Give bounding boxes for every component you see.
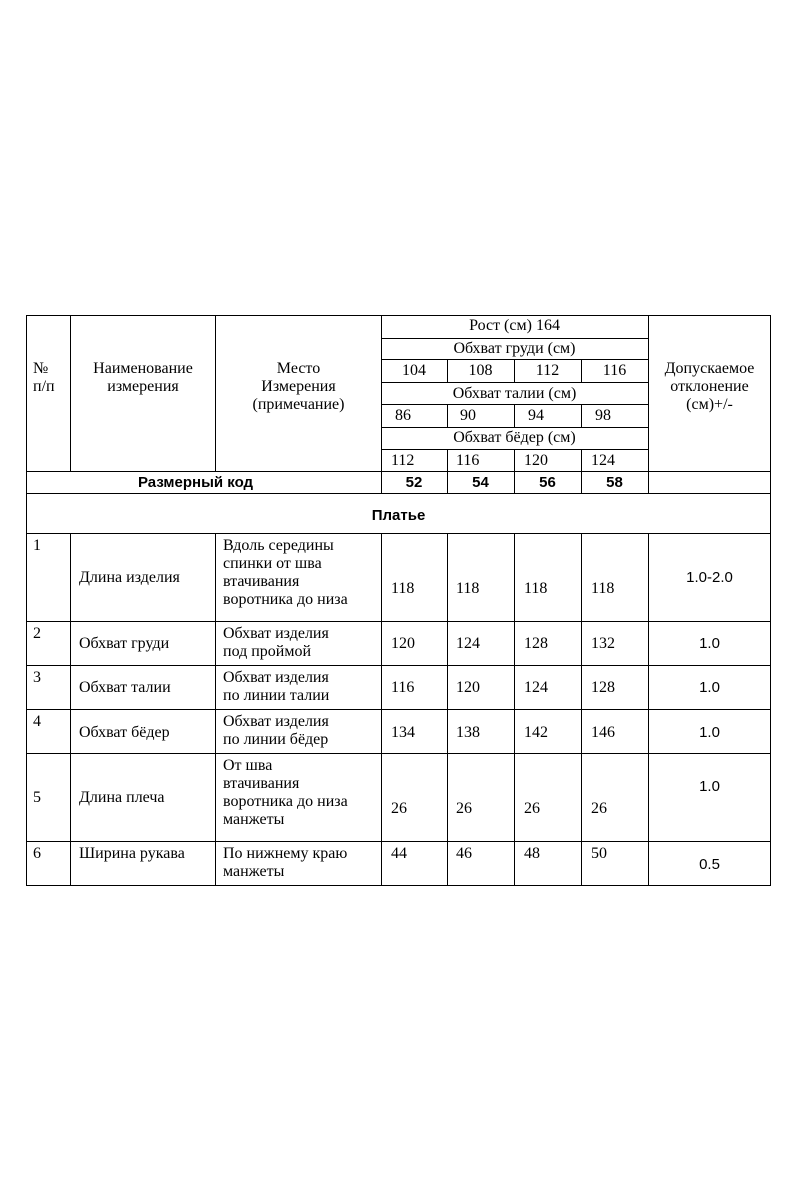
grid-line bbox=[381, 338, 649, 339]
grid-line bbox=[215, 533, 216, 886]
grid-line bbox=[447, 533, 448, 886]
row-value: 26 bbox=[456, 800, 472, 817]
row-name: Длина изделия bbox=[79, 569, 180, 586]
grid-line bbox=[381, 533, 382, 886]
row-name: Длина плеча bbox=[79, 789, 165, 806]
table-border-left bbox=[26, 315, 27, 886]
header-place-label: Место Измерения (примечание) bbox=[252, 360, 345, 413]
grid-line bbox=[514, 533, 515, 886]
grid-line bbox=[581, 404, 582, 428]
row-value: 116 bbox=[391, 679, 415, 696]
row-value: 138 bbox=[456, 724, 480, 741]
hips-value: 116 bbox=[456, 452, 480, 469]
waist-value: 94 bbox=[528, 407, 544, 424]
row-value: 128 bbox=[524, 635, 548, 652]
table-border-top bbox=[26, 315, 771, 316]
grid-line bbox=[26, 709, 771, 710]
grid-line bbox=[26, 621, 771, 622]
row-tolerance: 1.0 bbox=[699, 635, 720, 652]
grid-line bbox=[26, 841, 771, 842]
size-code-value: 58 bbox=[606, 474, 623, 491]
chest-value: 104 bbox=[402, 362, 426, 379]
grid-line bbox=[381, 427, 649, 428]
chest-value: 112 bbox=[535, 362, 560, 379]
row-value: 120 bbox=[456, 679, 480, 696]
row-value: 26 bbox=[524, 800, 540, 817]
section-title: Платье bbox=[371, 507, 426, 524]
grid-line bbox=[26, 471, 771, 472]
row-value: 120 bbox=[391, 635, 415, 652]
header-waist-label: Обхват талии (см) bbox=[452, 385, 577, 402]
grid-line bbox=[215, 315, 216, 472]
chest-value: 108 bbox=[468, 362, 493, 379]
grid-line bbox=[26, 533, 771, 534]
header-chest-label: Обхват груди (см) bbox=[453, 340, 576, 357]
grid-line bbox=[381, 359, 649, 360]
waist-value: 90 bbox=[460, 407, 476, 424]
row-tolerance: 1.0 bbox=[699, 778, 720, 795]
header-name-label: Наименование измерения bbox=[93, 360, 193, 395]
row-value: 46 bbox=[456, 845, 472, 862]
row-value: 128 bbox=[591, 679, 615, 696]
hips-value: 120 bbox=[524, 452, 548, 469]
row-value: 124 bbox=[456, 635, 480, 652]
row-place: Обхват изделия по линии бёдер bbox=[223, 713, 329, 748]
table-border-right bbox=[770, 315, 771, 886]
row-value: 134 bbox=[391, 724, 415, 741]
header-hips-label: Обхват бёдер (см) bbox=[453, 429, 576, 446]
grid-line bbox=[381, 449, 649, 450]
grid-line bbox=[26, 665, 771, 666]
grid-line bbox=[381, 404, 649, 405]
row-number: 4 bbox=[33, 713, 41, 730]
row-value: 142 bbox=[524, 724, 548, 741]
row-value: 26 bbox=[391, 800, 407, 817]
row-value: 118 bbox=[524, 580, 548, 597]
row-tolerance: 1.0 bbox=[699, 724, 720, 741]
header-num-label: № п/п bbox=[33, 360, 55, 395]
size-code-value: 54 bbox=[472, 474, 489, 491]
row-name: Обхват груди bbox=[79, 635, 170, 652]
size-code-value: 56 bbox=[539, 474, 556, 491]
row-place: От шва втачивания воротника до низа манжеты bbox=[223, 757, 348, 828]
row-number: 2 bbox=[33, 625, 41, 642]
waist-value: 86 bbox=[395, 407, 411, 424]
row-value: 118 bbox=[591, 580, 615, 597]
row-number: 6 bbox=[33, 845, 41, 862]
size-code-label: Размерный код bbox=[138, 474, 254, 491]
hips-value: 124 bbox=[591, 452, 615, 469]
row-number: 5 bbox=[33, 789, 41, 806]
grid-line bbox=[581, 533, 582, 886]
row-place: По нижнему краю манжеты bbox=[223, 845, 348, 880]
hips-value: 112 bbox=[391, 452, 415, 469]
grid-line bbox=[26, 753, 771, 754]
row-place: Обхват изделия под проймой bbox=[223, 625, 329, 660]
row-place: Обхват изделия по линии талии bbox=[223, 669, 330, 704]
row-name: Обхват бёдер bbox=[79, 724, 170, 741]
row-value: 50 bbox=[591, 845, 607, 862]
row-name: Обхват талии bbox=[79, 679, 171, 696]
waist-value: 98 bbox=[595, 407, 611, 424]
row-value: 26 bbox=[591, 800, 607, 817]
row-value: 132 bbox=[591, 635, 615, 652]
row-tolerance: 0.5 bbox=[699, 856, 720, 873]
row-number: 3 bbox=[33, 669, 41, 686]
grid-line bbox=[70, 533, 71, 886]
row-value: 118 bbox=[456, 580, 480, 597]
row-tolerance: 1.0-2.0 bbox=[686, 569, 733, 586]
row-value: 146 bbox=[591, 724, 615, 741]
row-tolerance: 1.0 bbox=[699, 679, 720, 696]
row-value: 44 bbox=[391, 845, 407, 862]
grid-line bbox=[381, 382, 649, 383]
grid-line bbox=[514, 404, 515, 428]
grid-line bbox=[26, 493, 771, 494]
header-height-label: Рост (см) 164 bbox=[469, 317, 560, 334]
row-number: 1 bbox=[33, 537, 41, 554]
grid-line bbox=[70, 315, 71, 472]
chest-value: 116 bbox=[602, 362, 627, 379]
header-tolerance-label: Допускаемое отклонение (см)+/- bbox=[664, 360, 755, 413]
size-code-value: 52 bbox=[405, 474, 423, 491]
row-value: 118 bbox=[391, 580, 415, 597]
row-name: Ширина рукава bbox=[79, 845, 185, 862]
row-value: 48 bbox=[524, 845, 540, 862]
row-place: Вдоль середины спинки от шва втачивания воротника до низа bbox=[223, 537, 348, 608]
table-border-bottom bbox=[26, 885, 771, 886]
row-value: 124 bbox=[524, 679, 548, 696]
grid-line bbox=[447, 404, 448, 428]
